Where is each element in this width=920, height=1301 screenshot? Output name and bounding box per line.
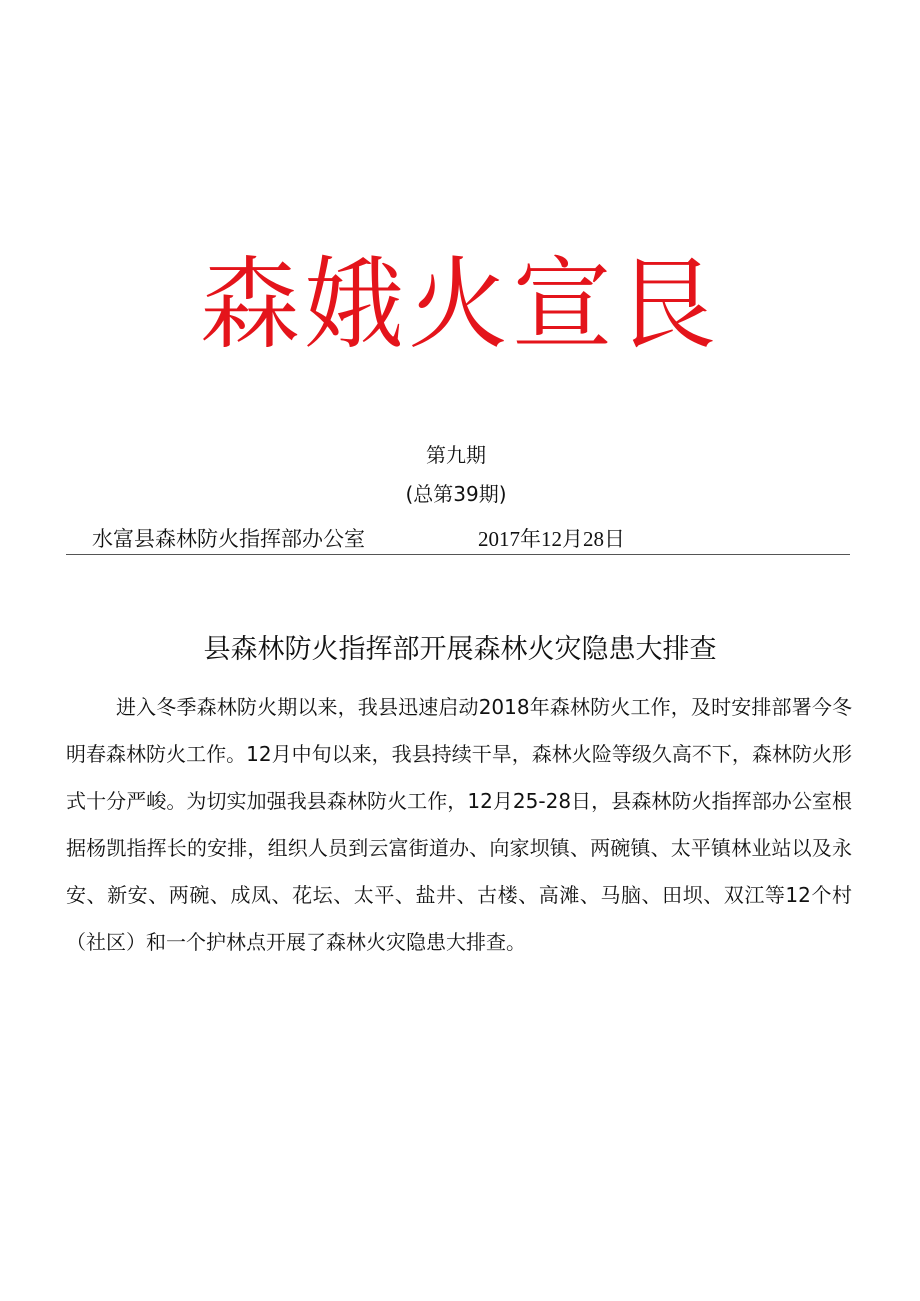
issuing-organization: 水富县森林防火指挥部办公室 xyxy=(92,527,365,551)
issue-number: 第九期 xyxy=(426,443,486,467)
article-headline: 县森林防火指挥部开展森林火灾隐患大排查 xyxy=(203,634,717,665)
article-body: 进入冬季森林防火期以来，我县迅速启动2018年森林防火工作，及时安排部署今冬明春森林防火工作。12月中旬以来，我县持续干旱，森林火险等级久高不下，森林防火形式十分严峻。为切实加强我县森林防火工作，12月25-28日，县森林防火指挥部办公室根据杨凯指挥长的安排，组织人员到云富街道办、向家坝镇、两碗镇、太平镇林业站以及永安、新安、两碗、成凤、花坛、太平、盐井、古楼、高滩、马脑、田坝、双江等12个村（社区）和一个护林点开展了森林火灾隐患大排查。 xyxy=(66,695,852,954)
masthead-title: 森娥火宣艮 xyxy=(200,246,720,363)
issue-date: 2017年12月28日 xyxy=(478,527,625,551)
issue-total-number: (总第39期) xyxy=(405,482,507,506)
header-divider xyxy=(66,554,850,555)
